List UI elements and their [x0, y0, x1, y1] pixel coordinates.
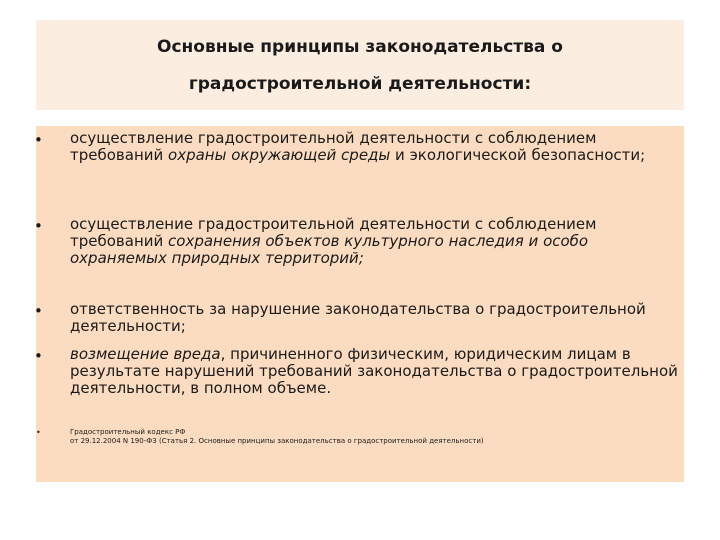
footnote-line-2: от 29.12.2004 N 190-ФЗ (Статья 2. Основные принципы законодательства о градостроительной деятельности) — [70, 437, 484, 445]
bullet-2: • — [34, 217, 43, 235]
principle-item-2: осуществление градостроительной деятельности с соблюдением требований сохранения объектов культурного наследия и особо охраняемых природных территорий; — [70, 215, 597, 267]
slide-title-line-1: Основные принципы законодательства о — [157, 37, 563, 57]
bullet-1: • — [34, 131, 43, 149]
bullet-4: • — [34, 347, 43, 365]
principle-item-3: ответственность за нарушение законодательства о градостроительной деятельности; — [70, 300, 646, 335]
principle-item-1: осуществление градостроительной деятельности с соблюдением требований охраны окружающей среды и экологической безопасности; — [70, 129, 646, 164]
title-panel — [36, 20, 684, 110]
bullet-3: • — [34, 302, 43, 320]
slide-title-line-2: градостроительной деятельности: — [188, 74, 532, 94]
footnote-line-1: Градостроительный кодекс РФ — [70, 428, 186, 436]
footnote-bullet: • — [36, 428, 41, 437]
principle-item-4: возмещение вреда, причиненного физическим, юридическим лицам в результате нарушений требований законодательства о градостроительной деятельности, в полном объеме. — [70, 345, 678, 397]
footnote-source — [70, 428, 682, 446]
